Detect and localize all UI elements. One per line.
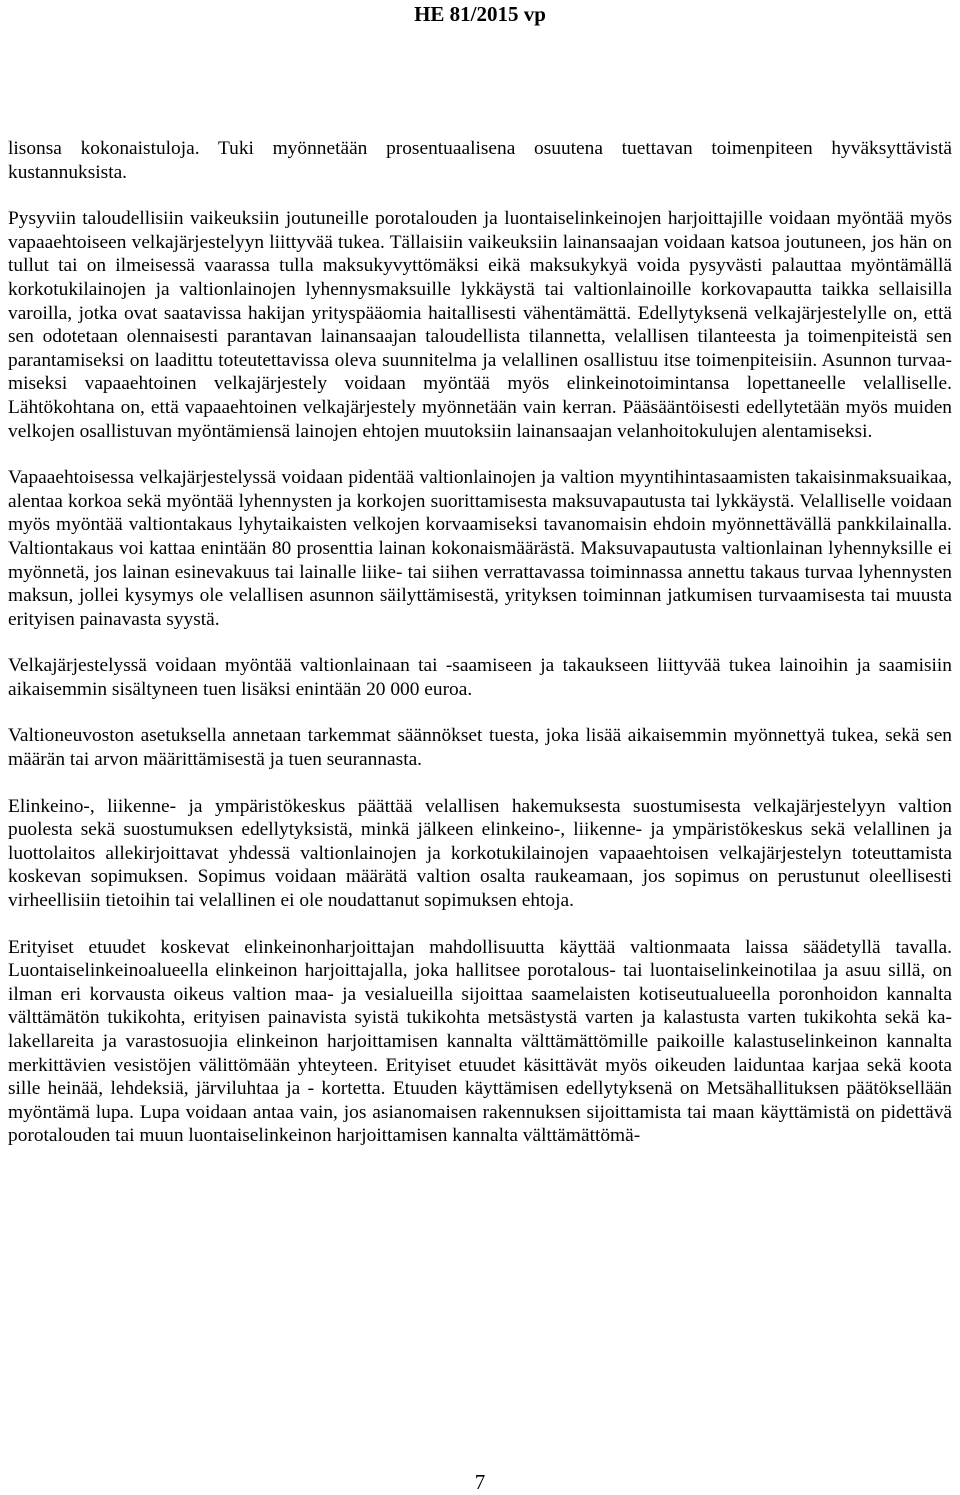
- paragraph: Erityiset etuudet koskevat elinkeinonharjoittajan mahdollisuutta käyttää valtionmaata laissa säädetyllä tavalla. Luontaiselinkeinoalueella elinkeinon harjoittajalla, joka hallitsee porotalous- tai luontaiselinkeinotilaa ja asuu sillä, on ilman eri korvausta oikeus valtion maa- ja vesialueilla sijoittaa saamelaisten kotiseutualueella poronhoidon kannalta välttämätön tukikohta, erityisen painavista syistä tukikohta metsästystä varten ja kalastusta varten tukikohta sekä kalakellareita ja varastosuojia elinkeinon harjoittamisen kannalta välttämättömille paikoille kalastuselinkeinon kannalta merkittävien vesistöjen välittömään yhteyteen. Erityiset etuudet käsittävät myös oikeuden laiduntaa karjaa sekä koota sille heinää, lehdeksiä, järviluhtaa ja - kortetta. Etuuden käyttämisen edellytyksenä on Metsähallituksen päätöksellään myöntämä lupa. Lupa voidaan antaa vain, jos asianomaisen rakennuksen sijoittamista tai maan käyttämistä on pidettävä porotalouden tai muun luontaiselinkeinon harjoittamisen kannalta välttämättömä-: [8, 936, 952, 1147]
- paragraph: Vapaaehtoisessa velkajärjestelyssä voidaan pidentää valtionlainojen ja valtion myyntihintasaamisten takaisinmaksuaikaa, alentaa korkoa sekä myöntää lyhennysten ja korkojen suorittamisesta maksuvapautusta tai lykkäystä. Velalliselle voidaan myös myöntää valtiontakaus lyhytaikaisten velkojen korvaamiseksi tavanomaisin ehdoin myönnettävällä pankkilainalla. Valtiontakaus voi kattaa enintään 80 prosenttia lainan kokonaismäärästä. Maksuvapautusta valtionlainan lyhennyksille ei myönnetä, jos lainan esinevakuus tai lainalle liike- tai siihen verrattavassa toiminnassa annettu takaus turvaa lyhennysten maksun, jollei kysymys ole velallisen asunnon säilyttämisestä, yrityksen toiminnan jatkumisen turvaamisesta tai muusta erityisen painavasta syystä.: [8, 467, 952, 630]
- paragraph: Valtioneuvoston asetuksella annetaan tarkemmat säännökset tuesta, joka lisää aikaisemmin myönnettyä tukea, sekä sen määrän tai arvon määrittämisestä ja tuen seurannasta.: [8, 725, 952, 771]
- paragraph: Velkajärjestelyssä voidaan myöntää valtionlainaan tai -saamiseen ja takaukseen liittyvää tukea lainoihin ja saamisiin aikaisemmin sisältyneen tuen lisäksi enintään 20 000 euroa.: [8, 655, 952, 700]
- document-body: [8, 137, 952, 1148]
- paragraph: Pysyviin taloudellisiin vaikeuksiin joutuneille porotalouden ja luontaiselinkeinojen harjoittajille voidaan myöntää myös vapaaehtoiseen velkajärjestelyyn liittyvää tukea. Tällaisiin vaikeuksiin lainansaajan voidaan katsoa joutuneen, jos hän on tullut tai on ilmeisessä vaarassa tulla maksukyvyttömäksi eikä maksukykyä voida pysyvästi palauttaa myöntämällä korkotukilainojen ja valtionlainojen lyhennysmaksuille lykkäystä tai valtionlainoille korkovapautta taikka sellaisilla varoilla, jotka ovat saatavissa hakijan yrityspääomia haitallisesti vähentämättä. Edellytyksenä velkajärjestelylle on, että sen odotetaan olennaisesti parantavan lainansaajan taloudellista tilannetta, velallisen tilanteesta ja toimenpiteistä sen parantamiseksi on laadittu toteutettavissa oleva suunnitelma ja velallinen osallistuu itse toimenpiteisiin. Asunnon turvaamiseksi vapaaehtoinen velkajärjestely voidaan myöntää myös elinkeinotoimintansa lopettaneelle velalliselle. Lähtökohtana on, että vapaaehtoinen velkajärjestely myönnetään vain kerran. Pääsääntöisesti edellytetään myös muiden velkojen osallistuvan myöntämiensä lainojen ehtojen muutoksiin lainansaajan velanhoitokulujen alentamiseksi.: [8, 208, 952, 442]
- paragraph: lisonsa kokonaistuloja. Tuki myönnetään prosentuaalisena osuutena tuettavan toimenpiteen hyväksyttävistä kustannuksista.: [8, 138, 952, 183]
- page-header: HE 81/2015 vp: [414, 2, 546, 26]
- paragraph: Elinkeino-, liikenne- ja ympäristökeskus päättää velallisen hakemuksesta suostumisesta velkajärjestelyyn valtion puolesta sekä suostumuksen edellytyksistä, minkä jälkeen elinkeino-, liikenne- ja ympäristökeskus sekä velallinen ja luottolaitos allekirjoittavat yhdessä valtionlainojen ja korkotukilainojen vapaaehtoisen velkajärjestelyn toteuttamista koskevan sopimuksen. Sopimus voidaan määrätä valtion osalta raukeamaan, jos sopimus on perustunut oleellisesti virheellisiin tietoihin tai velallinen ei ole noudattanut sopimuksen ehtoja.: [8, 795, 952, 912]
- page-number: 7: [474, 1470, 486, 1494]
